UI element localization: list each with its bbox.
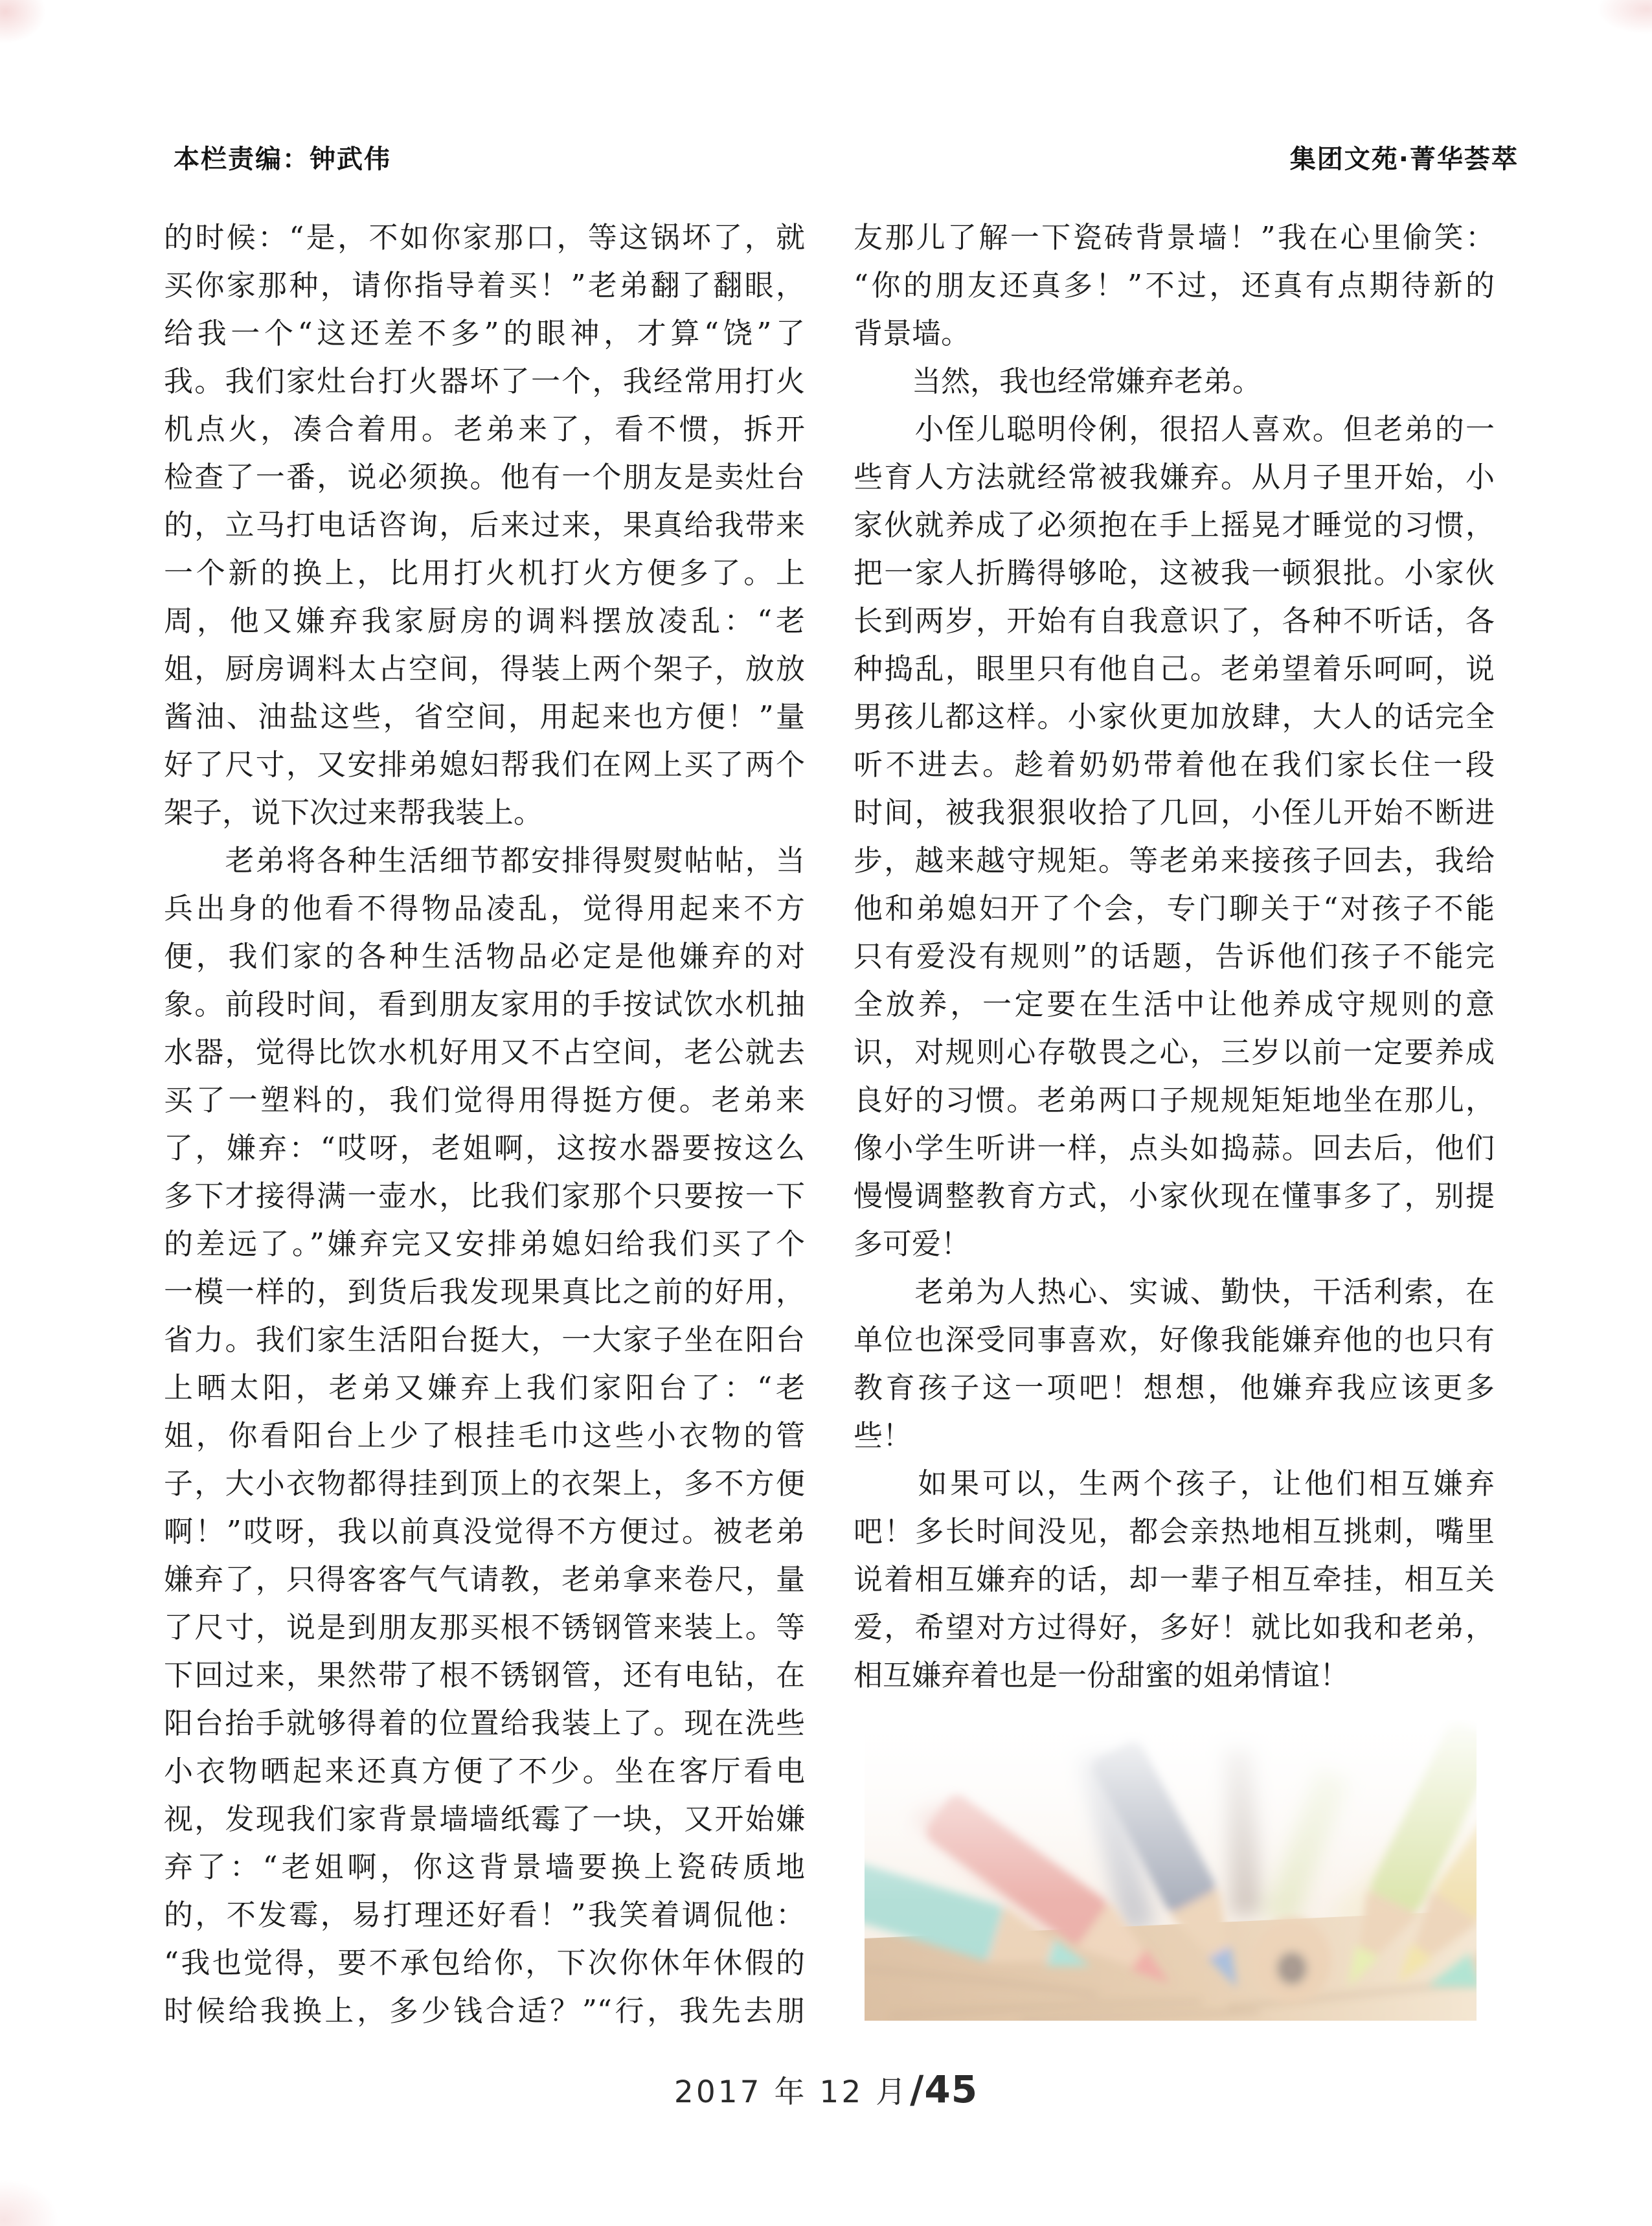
text-line: 下回过来，果然带了根不锈钢管，还有电钻，在	[164, 1658, 805, 1692]
text-line: 的，立马打电话咨询，后来过来，果真给我带来	[164, 508, 805, 542]
text-line: 了，嫌弃：“哎呀，老姐啊，这按水器要按这么	[164, 1131, 805, 1165]
text-line: 的差远了。”嫌弃完又安排弟媳妇给我们买了个	[164, 1227, 805, 1261]
text-line: 只有爱没有规则”的话题，告诉他们孩子不能完	[854, 939, 1495, 973]
photo-white-fade-overlay	[865, 1720, 1477, 2021]
text-line: 一个新的换上，比用打火机打火方便多了。上	[164, 556, 805, 590]
text-line: 种捣乱，眼里只有他自己。老弟望着乐呵呵，说	[854, 652, 1495, 686]
text-line: 好了尺寸，又安排弟媳妇帮我们在网上买了两个	[164, 747, 805, 782]
text-line: 弃了：“老姐啊，你这背景墙要换上瓷砖质地	[164, 1850, 805, 1884]
text-line: 当然，我也经常嫌弃老弟。	[854, 364, 1262, 398]
text-line: 买了一塑料的，我们觉得用得挺方便。老弟来	[164, 1083, 805, 1117]
text-line: 单位也深受同事喜欢，好像我能嫌弃他的也只有	[854, 1323, 1495, 1357]
text-line: 架子，说下次过来帮我装上。	[164, 795, 543, 830]
section-title: 集团文苑·菁华荟萃	[1289, 144, 1519, 174]
page-number: /45	[910, 2067, 979, 2111]
text-line: 良好的习惯。老弟两口子规规矩矩地坐在那儿，	[854, 1083, 1495, 1117]
text-line: 听不进去。趁着奶奶带着他在我们家长住一段	[854, 747, 1495, 782]
text-line: 的时候：“是，不如你家那口，等这锅坏了，就	[164, 220, 805, 255]
text-line: 嫌弃了，只得客客气气请教，老弟拿来卷尺，量	[164, 1562, 805, 1596]
text-line: 省力。我们家生活阳台挺大，一大家子坐在阳台	[164, 1323, 805, 1357]
text-line: 慢慢调整教育方式，小家伙现在懂事多了，别提	[854, 1179, 1495, 1213]
text-line: 老弟将各种生活细节都安排得熨熨帖帖，当	[164, 843, 805, 878]
text-line: 的，不发霉，易打理还好看！”我笑着调侃他：	[164, 1898, 805, 1932]
column-editor-label: 本栏责编：钟武伟	[174, 144, 391, 174]
text-line: 姐，厨房调料太占空间，得装上两个架子，放放	[164, 652, 805, 686]
text-line: 象。前段时间，看到朋友家用的手按试饮水机抽	[164, 987, 805, 1021]
text-line: 检查了一番，说必须换。他有一个朋友是卖灶台	[164, 460, 805, 494]
text-line: 周，他又嫌弃我家厨房的调料摆放凌乱：“老	[164, 604, 805, 638]
text-line: 阳台抬手就够得着的位置给我装上了。现在洗些	[164, 1706, 805, 1740]
text-line: 子，大小衣物都得挂到顶上的衣架上，多不方便	[164, 1466, 805, 1501]
text-line: 小衣物晒起来还真方便了不少。坐在客厅看电	[164, 1754, 805, 1788]
text-line: 些育人方法就经常被我嫌弃。从月子里开始，小	[854, 460, 1495, 494]
text-line: 上晒太阳，老弟又嫌弃上我们家阳台了：“老	[164, 1370, 805, 1405]
text-line: 友那儿了解一下瓷砖背景墙！”我在心里偷笑：	[854, 220, 1495, 255]
text-line: 多下才接得满一壶水，比我们家那个只要按一下	[164, 1179, 805, 1213]
text-line: 啊！”哎呀，我以前真没觉得不方便过。被老弟	[164, 1514, 805, 1549]
text-line: 时候给我换上，多少钱合适？”“行，我先去朋	[164, 1993, 805, 2028]
text-line: 家伙就养成了必须抱在手上摇晃才睡觉的习惯，	[854, 508, 1495, 542]
text-line: 小侄儿聪明伶俐，很招人喜欢。但老弟的一	[854, 412, 1495, 446]
text-line: 便，我们家的各种生活物品必定是他嫌弃的对	[164, 939, 805, 973]
text-line: 买你家那种，请你指导着买！”老弟翻了翻眼，	[164, 268, 805, 302]
text-line: 识，对规则心存敬畏之心，三岁以前一定要养成	[854, 1035, 1495, 1069]
page-footer	[0, 2067, 1652, 2111]
text-line: 他和弟媳妇开了个会，专门聊关于“对孩子不能	[854, 891, 1495, 926]
text-line: 视，发现我们家背景墙墙纸霉了一块，又开始嫌	[164, 1802, 805, 1836]
colored-pencils-photo	[865, 1720, 1477, 2021]
text-line: 姐，你看阳台上少了根挂毛巾这些小衣物的管	[164, 1418, 805, 1453]
text-line: 步，越来越守规矩。等老弟来接孩子回去，我给	[854, 843, 1495, 878]
text-line: 长到两岁，开始有自我意识了，各种不听话，各	[854, 604, 1495, 638]
text-line: 相互嫌弃着也是一份甜蜜的姐弟情谊！	[854, 1658, 1350, 1692]
text-line: 把一家人折腾得够呛，这被我一顿狠批。小家伙	[854, 556, 1495, 590]
text-line: “我也觉得，要不承包给你，下次你休年休假的	[164, 1946, 805, 1980]
text-line: 些！	[854, 1418, 912, 1453]
text-line: 像小学生听讲一样，点头如捣蒜。回去后，他们	[854, 1131, 1495, 1165]
text-line: 机点火，凑合着用。老弟来了，看不惯，拆开	[164, 412, 805, 446]
text-line: 水器，觉得比饮水机好用又不占空间，老公就去	[164, 1035, 805, 1069]
text-line: 我。我们家灶台打火器坏了一个，我经常用打火	[164, 364, 805, 398]
text-line: 一模一样的，到货后我发现果真比之前的好用，	[164, 1275, 805, 1309]
text-line: 时间，被我狠狠收拾了几回，小侄儿开始不断进	[854, 795, 1495, 830]
article-column-left	[164, 214, 805, 2035]
text-line: 兵出身的他看不得物品凌乱，觉得用起来不方	[164, 891, 805, 926]
text-line: 全放养，一定要在生活中让他养成守规则的意	[854, 987, 1495, 1021]
colored-pencils-photo-canvas	[865, 1720, 1477, 2021]
text-line: 如果可以，生两个孩子，让他们相互嫌弃	[854, 1466, 1495, 1501]
article-column-right	[854, 214, 1495, 1699]
text-line: 多可爱！	[854, 1227, 971, 1261]
text-line: 吧！多长时间没见，都会亲热地相互挑刺，嘴里	[854, 1514, 1495, 1549]
text-line: 爱，希望对方过得好，多好！就比如我和老弟，	[854, 1610, 1495, 1644]
text-line: “你的朋友还真多！”不过，还真有点期待新的	[854, 268, 1495, 302]
text-line: 背景墙。	[854, 316, 971, 350]
text-line: 了尺寸，说是到朋友那买根不锈钢管来装上。等	[164, 1610, 805, 1644]
issue-date: 2017 年 12 月	[673, 2074, 909, 2110]
text-line: 男孩儿都这样。小家伙更加放肆，大人的话完全	[854, 699, 1495, 734]
text-line: 说着相互嫌弃的话，却一辈子相互牵挂，相互关	[854, 1562, 1495, 1596]
text-line: 酱油、油盐这些，省空间，用起来也方便！”量	[164, 699, 805, 734]
text-line: 老弟为人热心、实诚、勤快，干活利索，在	[854, 1275, 1495, 1309]
text-line: 给我一个“这还差不多”的眼神，才算“饶”了	[164, 316, 805, 350]
text-line: 教育孩子这一项吧！想想，他嫌弃我应该更多	[854, 1370, 1495, 1405]
